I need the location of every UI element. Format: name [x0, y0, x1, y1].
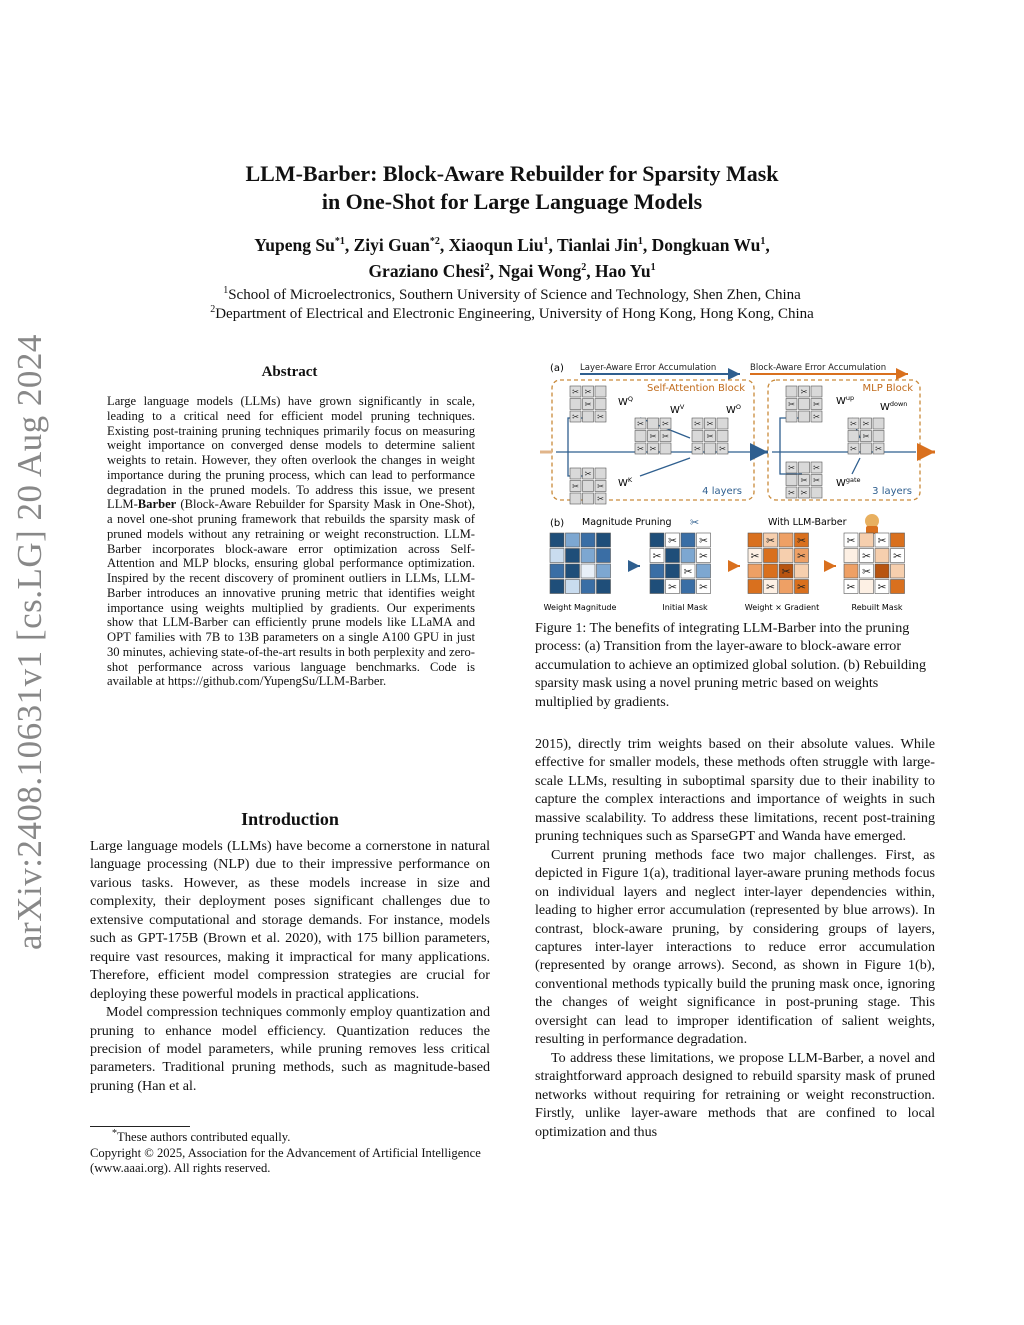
- scissors-icon: ✂: [668, 534, 677, 547]
- grid-cell: [583, 411, 594, 422]
- grid-cell: [873, 418, 884, 429]
- scissors-icon: ✂: [788, 487, 795, 498]
- scissors-icon: ✂: [800, 475, 808, 486]
- scissors-icon: ✂: [694, 443, 701, 454]
- scissors-icon: ✂: [584, 399, 592, 410]
- scissors-icon: ✂: [797, 581, 806, 594]
- grid-cell: [581, 580, 595, 594]
- barber-icon: [865, 514, 879, 534]
- grid-cell: [860, 533, 874, 547]
- wo-label: $W^O$: [726, 403, 742, 416]
- grid-cell: [660, 443, 671, 454]
- grid-cell: [595, 399, 606, 410]
- scissors-icon: ✂: [850, 418, 857, 429]
- grid-cell: [550, 564, 564, 578]
- grid-cell: [570, 399, 581, 410]
- scissors-icon: ✂: [797, 534, 806, 547]
- grid-cell: [779, 533, 793, 547]
- grid-cell: [844, 549, 858, 563]
- grid-cell: [717, 418, 728, 429]
- grid-cell: [848, 431, 859, 442]
- grid-cell: [550, 549, 564, 563]
- equal-contribution-note: *These authors contributed equally.: [112, 1127, 291, 1144]
- grid-cell: [811, 487, 822, 498]
- grid-cell: [650, 580, 664, 594]
- abstract-acronym-expansion: (Block-Aware Rebuilder for Sparsity Mask in One-Shot): [180, 497, 472, 512]
- grid-cell: [597, 564, 611, 578]
- grid-cell: [566, 564, 580, 578]
- author: Dongkuan Wu: [651, 235, 761, 255]
- four-layers-label: 4 layers: [702, 486, 742, 497]
- scissors-icon: ✂: [862, 418, 870, 429]
- scissors-icon: ✂: [597, 411, 604, 422]
- grid-cell: [597, 533, 611, 547]
- grid-cell: [786, 386, 797, 397]
- grid-cell: [891, 564, 905, 578]
- scissors-icon: ✂: [652, 550, 662, 563]
- grid-cell: [844, 564, 858, 578]
- grid-cell: [566, 533, 580, 547]
- arxiv-identifier: arXiv:2408.10631v1 [cs.LG] 20 Aug 2024: [10, 334, 49, 950]
- affiliation-1: $^1$School of Microelectronics, Southern University of Science and Technology, Shen Zhen, China: [223, 285, 801, 303]
- grid-cell: [748, 580, 762, 594]
- scissors-icon: ✂: [706, 418, 714, 429]
- with-barber-label: With LLM-Barber: [768, 517, 847, 528]
- grid-cell: [779, 580, 793, 594]
- scissors-icon: ✂: [690, 516, 700, 529]
- grid-cell: [597, 549, 611, 563]
- grid-cell: [799, 411, 810, 422]
- grid-cell: [648, 418, 659, 429]
- scissors-icon: ✂: [699, 534, 708, 547]
- scissors-icon: ✂: [766, 534, 775, 547]
- grid-cell: [875, 549, 889, 563]
- scissors-icon: ✂: [788, 462, 795, 473]
- scissors-icon: ✂: [584, 386, 592, 397]
- author: Ziyi Guan: [353, 235, 430, 255]
- grid-cell: [717, 431, 728, 442]
- grid-cell: [786, 411, 797, 422]
- scissors-icon: ✂: [813, 411, 820, 422]
- label-a: (a): [550, 363, 564, 374]
- grid-cell: [873, 431, 884, 442]
- grid-cell: [597, 580, 611, 594]
- affiliation-2: $^2$Department of Electrical and Electronic Engineering, University of Hong Kong, Hong Kong, China: [210, 304, 814, 322]
- scissors-icon: ✂: [846, 534, 856, 547]
- scissors-icon: ✂: [800, 386, 808, 397]
- author: Tianlai Jin: [556, 235, 638, 255]
- wdown-label: $W^{down}$: [880, 400, 908, 413]
- scissors-icon: ✂: [572, 411, 579, 422]
- block-aware-label: Block-Aware Error Accumulation: [750, 363, 887, 373]
- weight-gradient-caption: Weight × Gradient: [744, 603, 820, 612]
- left-column-body: [90, 837, 490, 1095]
- wv-label: $W^V$: [670, 403, 685, 416]
- scissors-icon: ✂: [649, 443, 657, 454]
- scissors-icon: ✂: [750, 550, 760, 563]
- rebuilt-mask-caption: Rebuilt Mask: [851, 603, 903, 612]
- scissors-icon: ✂: [846, 581, 856, 594]
- grid-cell: [650, 533, 664, 547]
- self-attention-block-label: Self-Attention Block: [646, 383, 745, 394]
- scissors-icon: ✂: [781, 565, 791, 578]
- grid-cell: [786, 475, 797, 486]
- scissors-icon: ✂: [694, 418, 701, 429]
- affiliations: [0, 286, 1024, 324]
- scissors-icon: ✂: [800, 487, 808, 498]
- magnitude-pruning-label: Magnitude Pruning: [582, 517, 672, 528]
- grid-cell: [811, 386, 822, 397]
- layer-aware-label: Layer-Aware Error Accumulation: [580, 363, 717, 373]
- scissors-icon: ✂: [662, 418, 669, 429]
- grid-cell: [595, 468, 606, 479]
- title-line-2: in One-Shot for Large Language Models: [321, 189, 703, 214]
- author: Xiaoqun Liu: [448, 235, 544, 255]
- author: Graziano Chesi: [368, 261, 485, 281]
- weight-magnitude-caption: Weight Magnitude: [543, 603, 617, 612]
- scissors-icon: ✂: [597, 481, 604, 492]
- figure-1-caption: Figure 1: The benefits of integrating LLM-Barber into the pruning process: (a) Transition from the layer-aware to block-aware error accumulation to achieve an optimized global solution. (b) Rebuilding sparsity mask using a novel pruning metric based on weights multiplied by gradients.: [535, 620, 927, 710]
- initial-mask-caption: Initial Mask: [662, 603, 708, 612]
- grid-cell: [666, 549, 680, 563]
- grid-cell: [681, 549, 695, 563]
- scissors-icon: ✂: [572, 386, 579, 397]
- copyright-note: Copyright © 2025, Association for the Advancement of Artificial Intelligence (www.aaai.org). All rights reserved.: [90, 1145, 481, 1175]
- grid-cell: [550, 580, 564, 594]
- grid-cell: [860, 580, 874, 594]
- right-paragraph-1: 2015), directly trim weights based on their absolute values. While effective for smaller models, these methods often struggle with large-scale LLMs, resulting in suboptimal sparsity due to their inability to capture the complex interactions and importance of weights in such massive scalability. To address these limitations, recent post-training pruning techniques such as SparseGPT and Wanda have emerged.: [535, 736, 935, 845]
- grid-cell: [666, 564, 680, 578]
- grid-cell: [795, 564, 809, 578]
- intro-paragraph-1: Large language models (LLMs) have become a cornerstone in natural language processing (NLP) due to their impressive performance on various tasks. However, as these models increase in size and complexity, their deployment poses significant challenges due to extensive computational and storage demands. For instance, models such as GPT-175B (Brown et al. 2020), with 175 billion parameters, require vast resources, making it impractical for many applications. Therefore, efficient model compression strategies are crucial for deploying these powerful models in practical applications.: [90, 838, 490, 1002]
- scissors-icon: ✂: [797, 550, 806, 563]
- author: Ngai Wong: [498, 261, 582, 281]
- paper-title: [0, 160, 1024, 216]
- mlp-block-label: MLP Block: [862, 383, 913, 394]
- grid-cell: [635, 431, 646, 442]
- abstract-heading: Abstract: [261, 364, 318, 380]
- right-paragraph-2: Current pruning methods face two major challenges. First, as depicted in Figure 1(a), traditional layer-aware pruning methods focus on individual layers and neglect inter-layer dependencies within, leading to higher error accumulation (represented by blue arrows). In contrast, block-aware pruning, by considering groups of layers, captures inter-layer interactions to reduce error accumulation (represented by orange arrows). Second, as shown in Figure 1(b), conventional methods typically build the pruning mask once, ignoring the changes of weight significance in post-pruning stage. This oversight can lead to improper identification of salient weights, resulting in performance degradation.: [535, 846, 935, 1048]
- footnotes: [90, 1127, 490, 1177]
- grid-cell: [875, 564, 889, 578]
- scissors-icon: ✂: [862, 550, 871, 563]
- scissors-icon: ✂: [662, 431, 669, 442]
- three-layers-label: 3 layers: [872, 486, 912, 497]
- scissors-icon: ✂: [862, 565, 871, 578]
- scissors-icon: ✂: [706, 431, 714, 442]
- grid-cell: [891, 533, 905, 547]
- figure-1: [540, 358, 935, 620]
- scissors-icon: ✂: [649, 431, 657, 442]
- grid-cell: [650, 564, 664, 578]
- grid-cell: [748, 533, 762, 547]
- grid-cell: [583, 481, 594, 492]
- right-column-body: [535, 735, 935, 1141]
- grid-cell: [570, 468, 581, 479]
- scissors-icon: ✂: [668, 581, 677, 594]
- scissors-icon: ✂: [719, 443, 726, 454]
- scissors-icon: ✂: [875, 443, 882, 454]
- title-line-1: LLM-Barber: Block-Aware Rebuilder for Sparsity Mask: [245, 161, 779, 186]
- scissors-icon: ✂: [813, 475, 820, 486]
- scissors-icon: ✂: [862, 431, 870, 442]
- label-b: (b): [550, 518, 565, 529]
- grid-cell: [764, 549, 778, 563]
- grid-cell: [581, 564, 595, 578]
- wgate-label: $W^{gate}$: [836, 476, 861, 489]
- grid-cell: [799, 462, 810, 473]
- wup-label: $W^{up}$: [836, 394, 855, 407]
- scissors-icon: ✂: [699, 550, 708, 563]
- scissors-icon: ✂: [877, 581, 887, 594]
- abstract-body: Large language models (LLMs) have grown significantly in scale, leading to a critical need for efficient model pruning techniques. Existing post-training pruning techniques primarily focus on measuring weight importance on converged dense models to determine salient weights to retain. However, they often overlook the changes in weight importance during the pruning process, which can lead to performance degradation in the pruned models. To address this issue, we present LLM-Barber (Block-Aware Rebuilder for Sparsity Mask in One-Shot), a novel one-shot pruning framework that rebuilds the sparsity mask of pruned models without any retraining or weight reconstruction. LLM-Barber incorporates block-aware error optimization across Self-Attention and MLP blocks, ensuring global performance optimization. Inspired by the recent discovery of prominent outliers in LLMs, LLM-Barber introduces an innovative pruning metric that identifies weight importance using weights multiplied by gradients. Our experiments show that LLM-Barber can efficiently prune models like LLaMA and OPT families with 7B to 13B parameters on a single A100 GPU in just 30 minutes, achieving state-of-the-art results in both perplexity and zero-shot performance across various language benchmarks. Code is available at https://github.com/YupengSu/LLM-Barber.: [107, 394, 475, 689]
- scissors-icon: ✂: [813, 462, 820, 473]
- scissors-icon: ✂: [850, 443, 857, 454]
- scissors-icon: ✂: [877, 534, 887, 547]
- author: Yupeng Su: [254, 235, 335, 255]
- wk-label: $W^K$: [618, 476, 633, 489]
- grid-cell: [550, 533, 564, 547]
- grid-cell: [581, 549, 595, 563]
- grid-cell: [570, 493, 581, 504]
- scissors-icon: ✂: [766, 581, 775, 594]
- right-paragraph-3: To address these limitations, we propose LLM-Barber, a novel and straightforward approach designed to rebuild sparsity mask of pruned networks without requiring for retraining or weight reconstruction. Firstly, unlike layer-aware methods that are confined to local optimization and thus: [535, 1049, 935, 1140]
- grid-cell: [583, 493, 594, 504]
- footnote-divider: [90, 1126, 190, 1127]
- grid-cell: [861, 443, 872, 454]
- scissors-icon: ✂: [572, 481, 579, 492]
- grid-cell: [681, 580, 695, 594]
- grid-cell: [581, 533, 595, 547]
- grid-cell: [764, 564, 778, 578]
- grid-cell: [681, 533, 695, 547]
- scissors-icon: ✂: [637, 418, 644, 429]
- scissors-icon: ✂: [788, 399, 795, 410]
- scissors-icon: ✂: [699, 581, 708, 594]
- grid-cell: [692, 431, 703, 442]
- grid-cell: [595, 386, 606, 397]
- intro-paragraph-2: Model compression techniques commonly employ quantization and pruning to enhance model efficiency. Quantization reduces the precision of model parameters, while pruning removes less critical parameters. Traditional pruning methods, such as magnitude-based pruning (Han et al.: [90, 1004, 490, 1094]
- introduction-heading: Introduction: [241, 809, 339, 829]
- scissors-icon: ✂: [597, 493, 604, 504]
- grid-cell: [697, 564, 711, 578]
- grid-cell: [566, 580, 580, 594]
- grid-cell: [799, 399, 810, 410]
- grid-cell: [566, 549, 580, 563]
- scissors-icon: ✂: [813, 399, 820, 410]
- grid-cell: [705, 443, 716, 454]
- scissors-icon: ✂: [683, 565, 693, 578]
- grid-cell: [748, 564, 762, 578]
- wq-label: $W^Q$: [618, 395, 634, 408]
- author: Hao Yu: [594, 261, 651, 281]
- grid-cell: [891, 580, 905, 594]
- scissors-icon: ✂: [637, 443, 644, 454]
- author-list: Yupeng Su$^{*1}$, Ziyi Guan$^{*2}$, Xiaoqun Liu$^1$, Tianlai Jin$^1$, Dongkuan Wu$^1$, Graziano Chesi$^2$, Ngai Wong$^2$, Hao Yu$^1$: [254, 235, 770, 281]
- mask-grids-b: [550, 533, 905, 594]
- scissors-icon: ✂: [584, 468, 592, 479]
- scissors-icon: ✂: [893, 550, 902, 563]
- grid-cell: [779, 549, 793, 563]
